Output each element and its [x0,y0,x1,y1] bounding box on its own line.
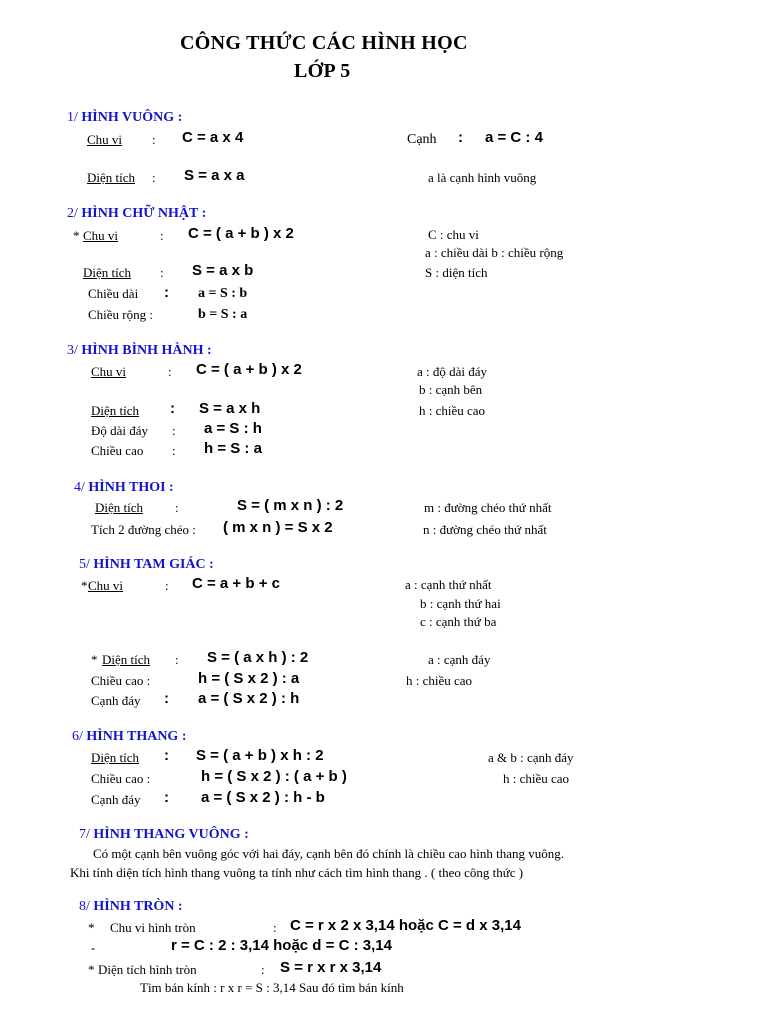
paragraph-line: Có một cạnh bên vuông góc với hai đáy, cạnh bên đó chính là chiều cao hình thang vuông. [93,846,565,861]
section-8-heading [79,899,183,915]
note: h : chiều cao [503,771,570,786]
colon: : [170,400,175,417]
colon: : [165,578,169,593]
canhday-formula: a = ( S x 2 ) : h [198,690,300,707]
section-title: HÌNH VUÔNG : [81,110,183,125]
note: m : đường chéo thứ nhất [424,500,552,515]
note: n : đường chéo thứ nhất [423,522,547,537]
dodai-label: Độ dài đáy [91,423,149,438]
dientich-formula: S = ( m x n ) : 2 [237,497,344,514]
chuvi-label: Chu vi [83,228,119,243]
section-7-heading [79,827,249,843]
dientich-formula: S = a x a [184,167,245,184]
chuvi-label: Chu vi [91,364,127,379]
canh-label: Cạnh [407,132,437,147]
canh-formula: a = C : 4 [485,129,543,146]
note: a là cạnh hình vuông [428,170,537,185]
chieucao-formula: h = ( S x 2 ) : ( a + b ) [201,768,347,785]
page-subtitle: LỚP 5 [294,60,351,82]
chuvi-label: Chu vi hình tròn [110,920,196,935]
section-title: HÌNH THANG VUÔNG : [93,827,249,842]
colon: : [273,920,277,935]
colon: : [164,747,169,764]
dodai-formula: a = S : h [204,420,262,437]
tich-label: Tích 2 đường chéo : [91,522,196,537]
dientich-label: Diện tích [102,652,151,667]
section-title: HÌNH CHỮ NHẬT : [81,206,207,221]
section-4-heading [74,480,174,496]
colon: : [164,690,169,707]
chuvi-formula: C = ( a + b ) x 2 [188,225,294,242]
bullet-dash: - [91,940,96,955]
note: a : cạnh thứ nhất [405,577,492,592]
section-title: HÌNH THANG : [86,729,187,744]
chuvi-formula: C = r x 2 x 3,14 hoặc C = d x 3,14 [290,917,521,934]
colon: : [261,962,265,977]
chieucao-formula: h = S : a [204,440,262,457]
canhday-formula: a = ( S x 2 ) : h - b [201,789,325,806]
colon: : [172,443,176,458]
section-number: 6/ [72,729,83,744]
dientich-formula: S = a x b [192,262,254,279]
colon: : [164,284,169,301]
bankinh-text: Tìm bán kính : r x r = S : 3,14 Sau đó tìm bán kính [140,980,404,995]
note: a : chiều dài b : chiều rộng [425,245,564,260]
canhday-label: Cạnh đáy [91,693,141,708]
r-formula: r = C : 2 : 3,14 hoặc d = C : 3,14 [171,937,392,954]
chuvi-formula: C = a x 4 [182,129,244,146]
colon: : [168,364,172,379]
bullet-star: * [73,228,80,243]
dientich-label: Diện tích [91,403,140,418]
tich-formula: ( m x n ) = S x 2 [223,519,333,536]
chieucao-label: Chiều cao : [91,673,151,688]
note: C : chu vi [428,227,479,242]
section-6-heading [72,729,186,745]
note: S : diện tích [425,265,488,280]
section-1-heading [67,110,182,126]
note: b : cạnh thứ hai [420,596,501,611]
section-3-heading [67,343,212,359]
chieucao-formula: h = ( S x 2 ) : a [198,670,300,687]
section-number: 4/ [74,480,85,495]
dientich-formula: S = r x r x 3,14 [280,959,382,976]
colon: : [458,129,463,146]
bullet-star: * [88,962,95,977]
page-title: CÔNG THỨC CÁC HÌNH HỌC [180,32,468,54]
section-number: 2/ [67,206,78,221]
note: c : cạnh thứ ba [420,614,497,629]
colon: : [152,132,156,147]
chieurong-label: Chiều rộng : [88,307,153,322]
bullet-star: * [81,578,88,593]
chuvi-formula: C = ( a + b ) x 2 [196,361,302,378]
dientich-label: Diện tích [83,265,132,280]
chuvi-formula: C = a + b + c [192,575,280,592]
colon: : [175,652,179,667]
chuvi-label: Chu vi [88,578,124,593]
paragraph-line: Khi tính diện tích hình thang vuông ta tính như cách tìm hình thang . ( theo công thức ) [70,865,524,880]
chieudai-label: Chiều dài [88,286,139,301]
note: a & b : cạnh đáy [488,750,574,765]
note: a : độ dài đáy [417,364,488,379]
dientich-formula: S = ( a x h ) : 2 [207,649,309,666]
note: b : cạnh bên [419,382,483,397]
canhday-label: Cạnh đáy [91,792,141,807]
section-number: 8/ [79,899,90,914]
chieucao-label: Chiều cao [91,443,144,458]
dientich-label: Diện tích [87,170,136,185]
chieurong-formula: b = S : a [198,307,248,322]
colon: : [172,423,176,438]
section-number: 1/ [67,110,78,125]
section-title: HÌNH TRÒN : [93,899,183,914]
bullet-star: * [88,920,95,935]
section-2-heading [67,206,206,222]
colon: : [160,265,164,280]
bullet-star: * [91,652,98,667]
section-5-heading [79,557,214,573]
section-title: HÌNH THOI : [88,480,174,495]
colon: : [164,789,169,806]
note: a : cạnh đáy [428,652,491,667]
section-number: 5/ [79,557,90,572]
note: h : chiều cao [419,403,486,418]
chieucao-label: Chiều cao : [91,771,151,786]
section-number: 3/ [67,343,78,358]
chieudai-formula: a = S : b [198,286,248,301]
dientich-label: Diện tích hình tròn [98,962,197,977]
section-title: HÌNH TAM GIÁC : [93,557,214,572]
dientich-formula: S = ( a + b ) x h : 2 [196,747,324,764]
dientich-label: Diện tích [91,750,140,765]
colon: : [152,170,156,185]
colon: : [175,500,179,515]
note: h : chiều cao [406,673,473,688]
section-number: 7/ [79,827,90,842]
dientich-label: Diện tích [95,500,144,515]
dientich-formula: S = a x h [199,400,261,417]
section-title: HÌNH BÌNH HÀNH : [81,343,212,358]
chuvi-label: Chu vi [87,132,123,147]
colon: : [160,228,164,243]
